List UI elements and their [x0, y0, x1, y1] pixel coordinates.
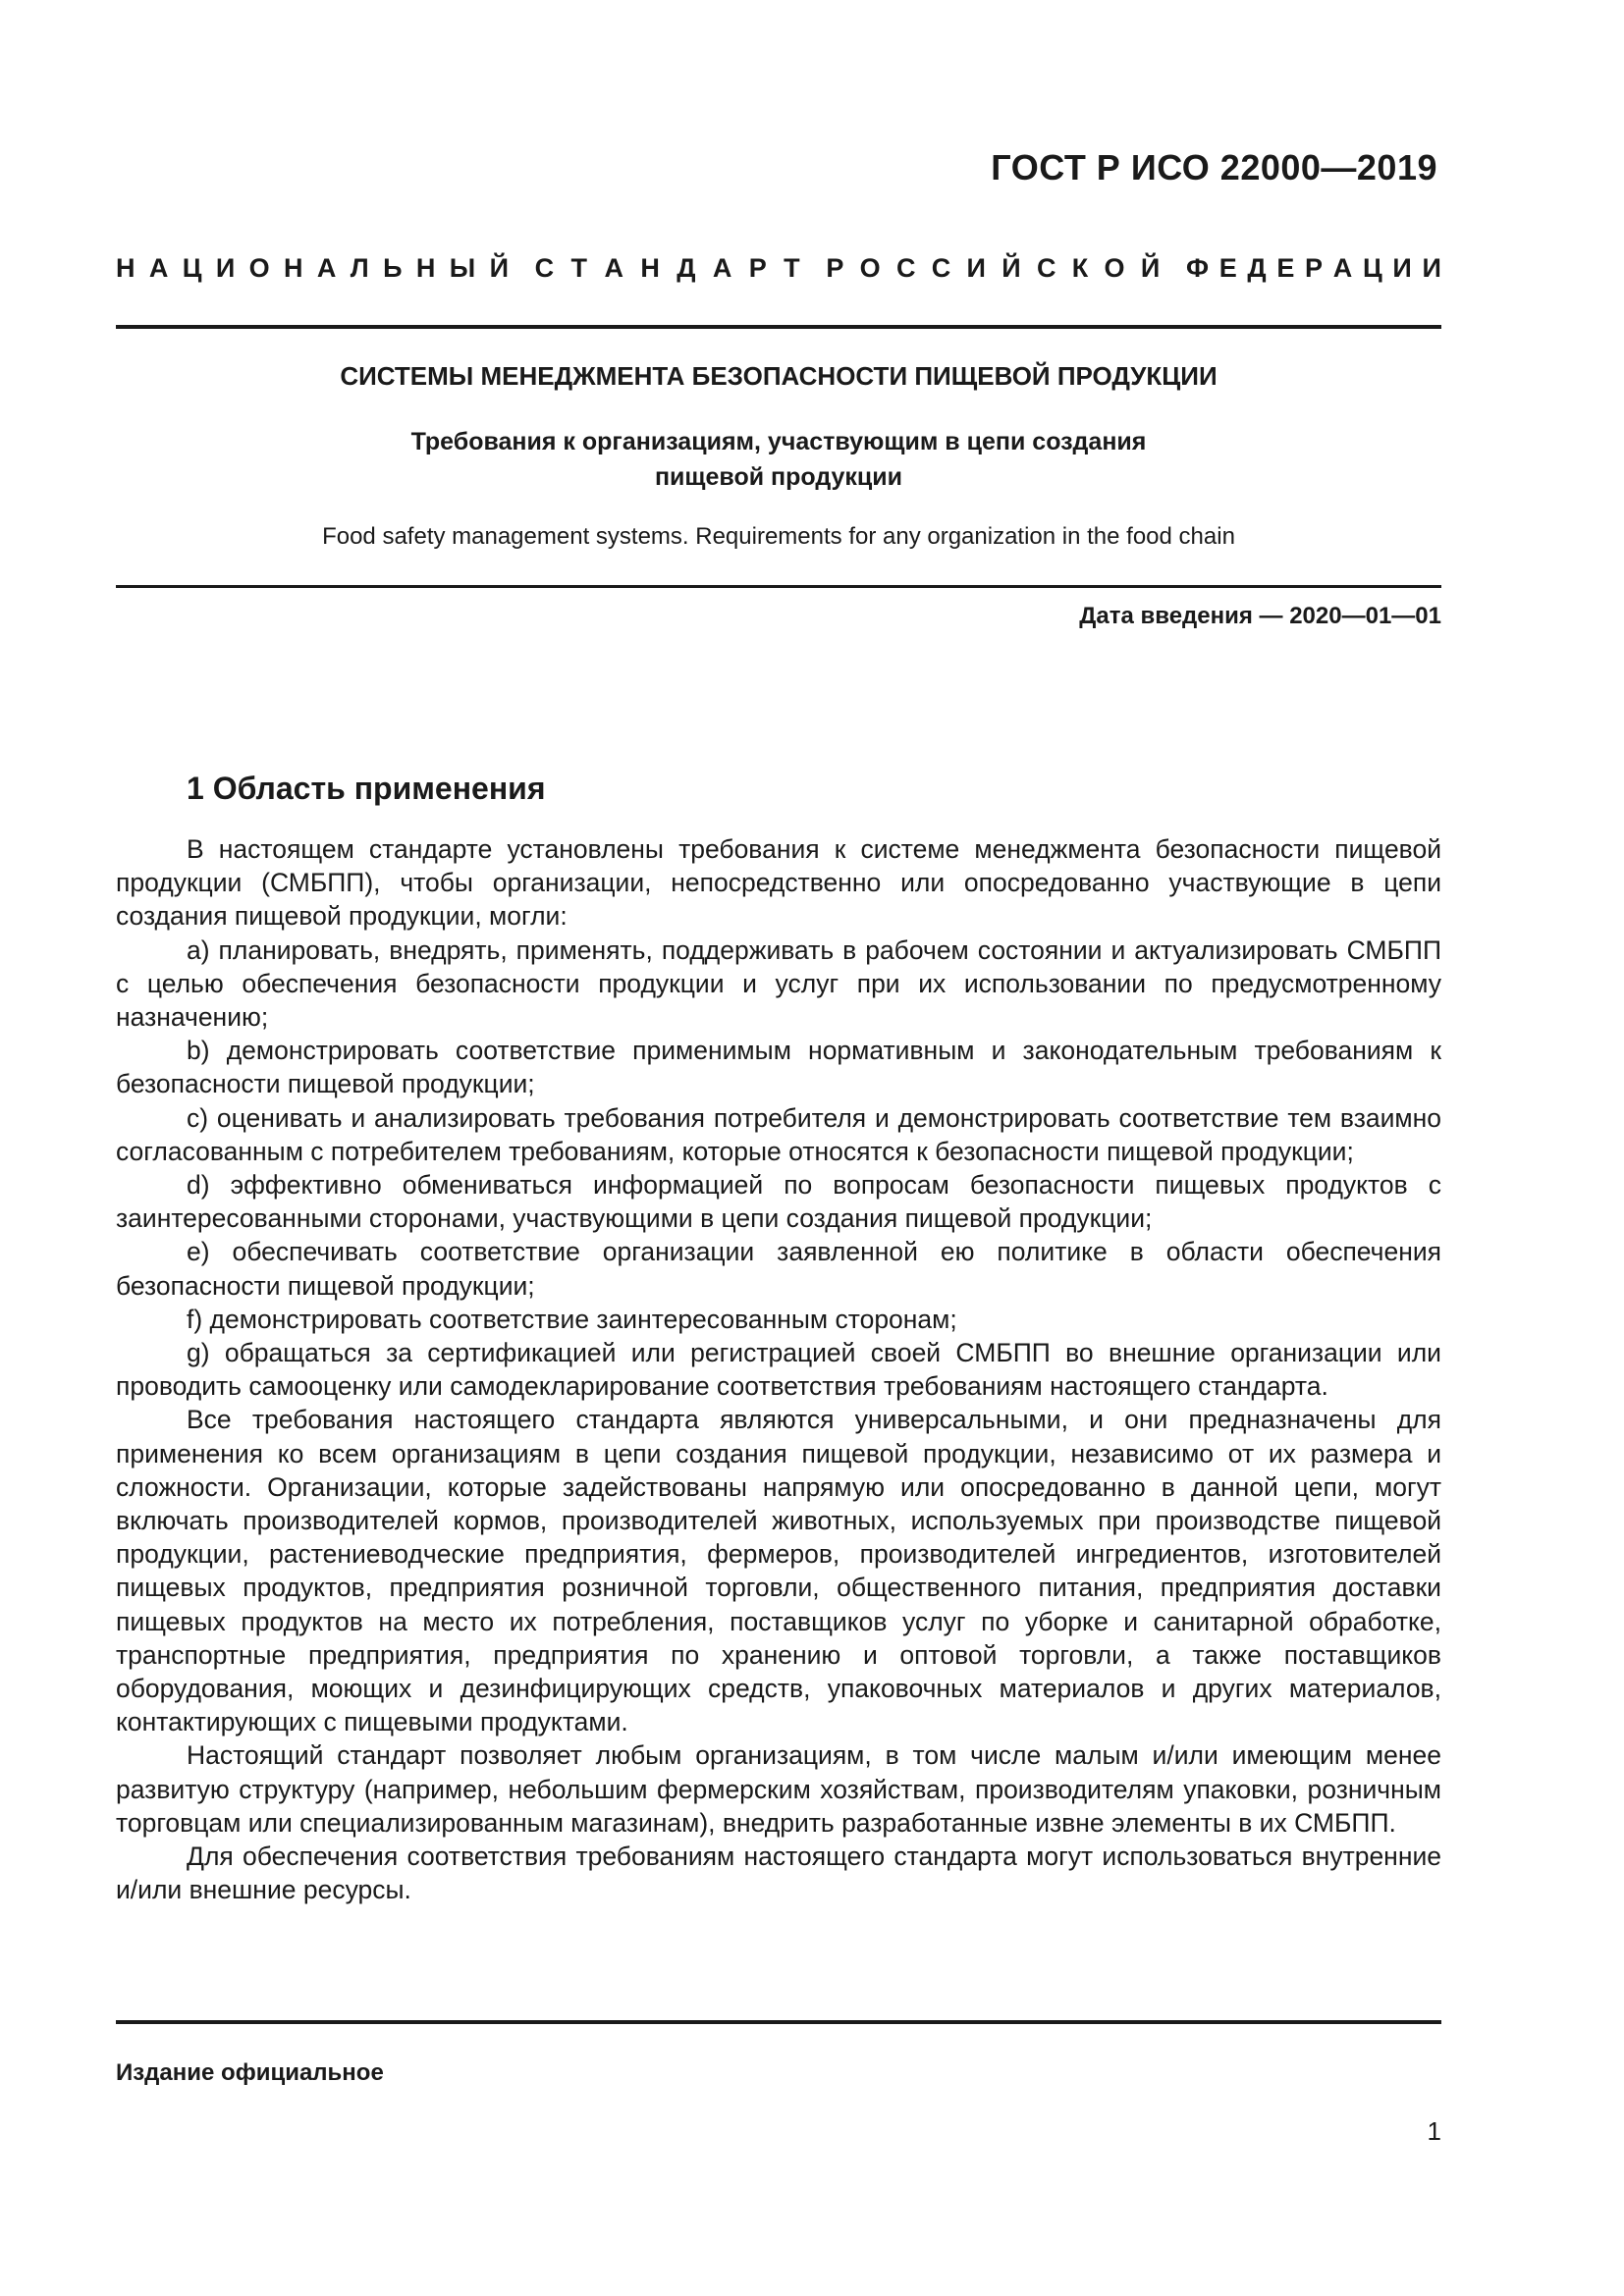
paragraph-resources: Для обеспечения соответствия требованиям настоящего стандарта могут использоваться внутренние и/или внешние ресурсы. — [116, 1842, 1441, 1905]
gost-number: ГОСТ Р ИСО 22000—2019 — [991, 147, 1437, 187]
page-number: 1 — [1427, 2116, 1441, 2146]
subtitle-line-1: Требования к организациям, участвующим в цепи создания — [410, 428, 1147, 455]
section-heading: 1 Область применения — [187, 771, 546, 806]
subtitle-line-2: пищевой продукции — [654, 463, 903, 491]
english-title: Food safety management systems. Requirements for any organization in the food chain — [322, 523, 1235, 550]
banner-word-3: Р О С С И Й С К О Й — [826, 253, 1161, 283]
bottom-divider — [116, 2020, 1441, 2024]
middle-divider — [116, 585, 1441, 588]
banner-word-1: Н А Ц И О Н А Л Ь Н Ы Й — [116, 253, 509, 283]
list-item-b: b) демонстрировать соответствие применимым нормативным и законодательным требованиям к безопасности пищевой продукции; — [116, 1036, 1441, 1099]
top-divider — [116, 325, 1441, 329]
list-item-e: e) обеспечивать соответствие организации заявленной ею политике в области обеспечения безопасности пищевой продукции; — [116, 1237, 1441, 1301]
list-item-d: d) эффективно обмениваться информацией по вопросам безопасности пищевых продуктов с заинтересованными сторонами, участвующими в цепи создания пищевой продукции; — [116, 1170, 1441, 1234]
paragraph-small-orgs: Настоящий стандарт позволяет любым организациям, в том числе малым и/или имеющим менее развитую структуру (например, небольшим фермерским хозяйствам, производителям упаковки, розничным торговцам или специализированным магазинам), внедрить разработанные извне элементы в их СМБПП. — [116, 1740, 1441, 1838]
document-title: СИСТЕМЫ МЕНЕДЖМЕНТА БЕЗОПАСНОСТИ ПИЩЕВОЙ ПРОДУКЦИИ — [340, 361, 1218, 391]
list-item-f: f) демонстрировать соответствие заинтересованным сторонам; — [187, 1304, 957, 1334]
banner-word-2: С Т А Н Д А Р Т — [534, 253, 800, 283]
edition-label: Издание официальное — [116, 2059, 384, 2086]
national-standard-banner — [116, 253, 1441, 284]
paragraph-universal: Все требования настоящего стандарта являются универсальными, и они предназначены для применения ко всем организациям в цепи создания пищевой продукции, независимо от их размера и сложности. Организации, которые задействованы напрямую или опосредованно в данной цепи, могут включать производителей кормов, производителей животных, используемых при производстве пищевой продукции, растениеводческие предприятия, фермеров, производителей ингредиентов, изготовителей пищевых продуктов, предприятия розничной торговли, общественного питания, предприятия доставки пищевых продуктов на место их потребления, поставщиков услуг по уборке и санитарной обработке, транспортные предприятия, предприятия по хранению и оптовой торговли, а также поставщиков оборудования, моющих и дезинфицирующих средств, упаковочных материалов и других материалов, контактирующих с пищевыми продуктами. — [116, 1405, 1441, 1737]
list-item-c: c) оценивать и анализировать требования потребителя и демонстрировать соответствие тем взаимно согласованным с потребителем требованиям, которые относятся к безопасности пищевой продукции; — [116, 1102, 1441, 1166]
document-subtitle — [116, 424, 1441, 495]
introduction-date: Дата введения — 2020—01—01 — [1079, 603, 1441, 629]
paragraph-intro: В настоящем стандарте установлены требования к системе менеджмента безопасности пищевой продукции (СМБПП), чтобы организации, непосредственно или опосредованно участвующие в цепи создания пищевой продукции, могли: — [116, 834, 1441, 932]
banner-word-4: Ф Е Д Е Р А Ц И И — [1185, 253, 1441, 283]
section-body — [116, 832, 1441, 1907]
list-item-a: a) планировать, внедрять, применять, поддерживать в рабочем состоянии и актуализировать СМБПП с целью обеспечения безопасности продукции и услуг при их использовании по предусмотренному назначению; — [116, 934, 1441, 1033]
list-item-g: g) обращаться за сертификацией или регистрацией своей СМБПП во внешние организации или проводить самооценку или самодекларирование соответствия требованиям настоящего стандарта. — [116, 1338, 1441, 1402]
